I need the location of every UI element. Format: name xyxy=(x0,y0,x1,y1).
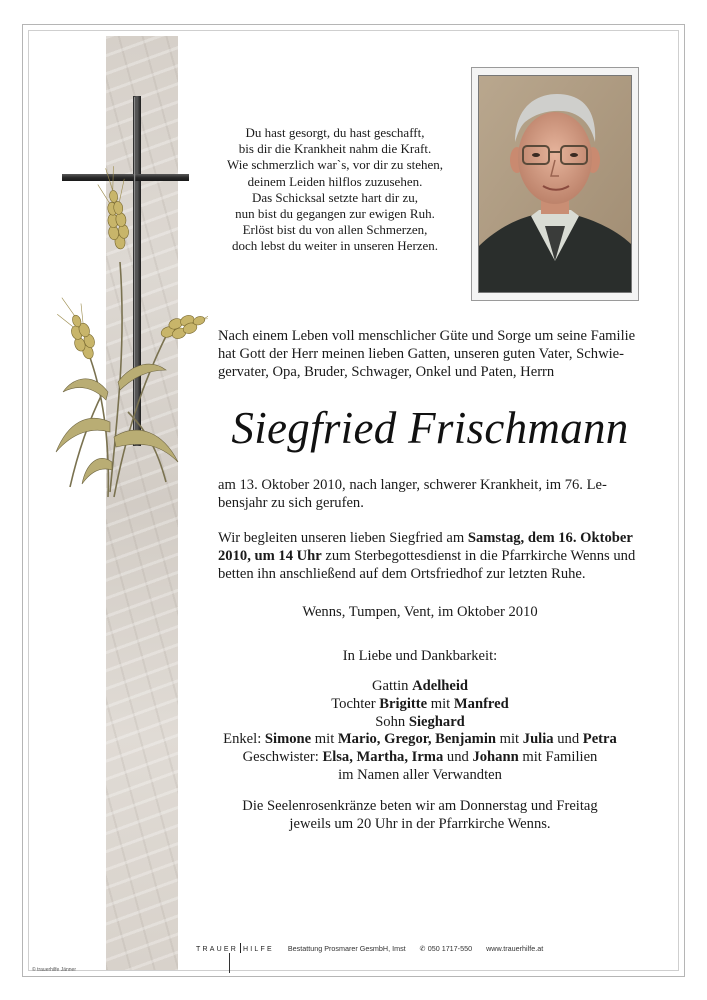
intro-line: Nach einem Leben voll menschlicher Güte und Sorge um seine Familie xyxy=(218,328,636,344)
family-daughter: Tochter Brigitte mit Manfred xyxy=(331,695,509,712)
family-grandchildren: Enkel: Simone mit Mario, Gregor, Benjamin mit Julia und Petra xyxy=(223,731,617,748)
cross-with-wheat-icon xyxy=(48,92,208,512)
trauerhilfe-logo: TRAUER HILFE xyxy=(196,946,274,953)
family-wife: Gattin Adelheid xyxy=(371,678,469,694)
death-line: bensjahr zu sich gerufen. xyxy=(218,494,364,511)
intro-text xyxy=(218,328,648,381)
poem-line: doch lebst du weiter in unseren Herzen. xyxy=(231,238,439,254)
funeral-time: 2010, um 14 Uhr xyxy=(218,547,322,564)
intro-line: hat Gott der Herr meinen lieben Gatten, unseren guten Vater, Schwie- xyxy=(218,345,625,362)
phone-icon: ✆ xyxy=(419,944,426,953)
logo-stem xyxy=(229,953,230,973)
family-siblings: Geschwister: Elsa, Martha, Irma und Johann mit Familien xyxy=(242,749,598,766)
poem-line: Das Schicksal setzte hart dir zu, xyxy=(251,189,419,205)
footer xyxy=(196,943,543,957)
funeral-line: 2010, um 14 Uhr zum Sterbegottesdienst in die Pfarrkirche Wenns und xyxy=(218,547,636,564)
copyright-note: © trauerhilfe Jänner xyxy=(32,967,76,973)
deceased-name: Siegfried Frischmann xyxy=(231,403,629,453)
death-notice xyxy=(218,477,648,513)
poem-line: Erlöst bist du von allen Schmerzen, xyxy=(242,222,428,238)
closing-line: In Liebe und Dankbarkeit: xyxy=(342,648,498,664)
place-date: Wenns, Tumpen, Vent, im Oktober 2010 xyxy=(302,604,538,620)
poem xyxy=(210,125,460,255)
footer-company: Bestattung Prosmarer GesmbH, Imst xyxy=(287,944,406,953)
intro-line: gervater, Opa, Bruder, Schwager, Onkel und Paten, Herrn xyxy=(218,363,555,380)
funeral-date: Samstag, dem 16. Oktober xyxy=(467,530,633,546)
family-relatives: im Namen aller Verwandten xyxy=(338,766,502,783)
rosary-notice: Die Seelenrosenkränze beten wir am Donnerstag und Freitag jeweils um 20 Uhr in der Pfarrkirche Wenns. xyxy=(242,798,598,832)
poem-line: Du hast gesorgt, du hast geschafft, xyxy=(245,125,425,140)
funeral-line: Wir begleiten unseren lieben Siegfried am Samstag, dem 16. Oktober xyxy=(218,530,633,546)
family-list xyxy=(200,678,640,785)
poem-line: deinem Leiden hilflos zuzusehen. xyxy=(247,173,423,189)
funeral-notice xyxy=(218,530,648,583)
portrait-photo xyxy=(478,75,632,293)
death-line: am 13. Oktober 2010, nach langer, schwerer Krankheit, im 76. Le- xyxy=(218,477,607,493)
poem-line: Wie schmerzlich war`s, vor dir zu stehen, xyxy=(226,157,444,173)
poem-line: nun bist du gegangen zur ewigen Ruh. xyxy=(235,206,435,222)
portrait-frame xyxy=(471,67,639,301)
footer-website[interactable]: www.trauerhilfe.at xyxy=(486,944,544,953)
footer-phone: 050 1717-550 xyxy=(427,944,473,953)
funeral-line: betten ihn anschließend auf dem Ortsfriedhof zur letzten Ruhe. xyxy=(218,565,586,582)
family-son: Sohn Sieghard xyxy=(375,713,465,730)
poem-line: bis dir die Krankheit nahm die Kraft. xyxy=(238,141,432,157)
